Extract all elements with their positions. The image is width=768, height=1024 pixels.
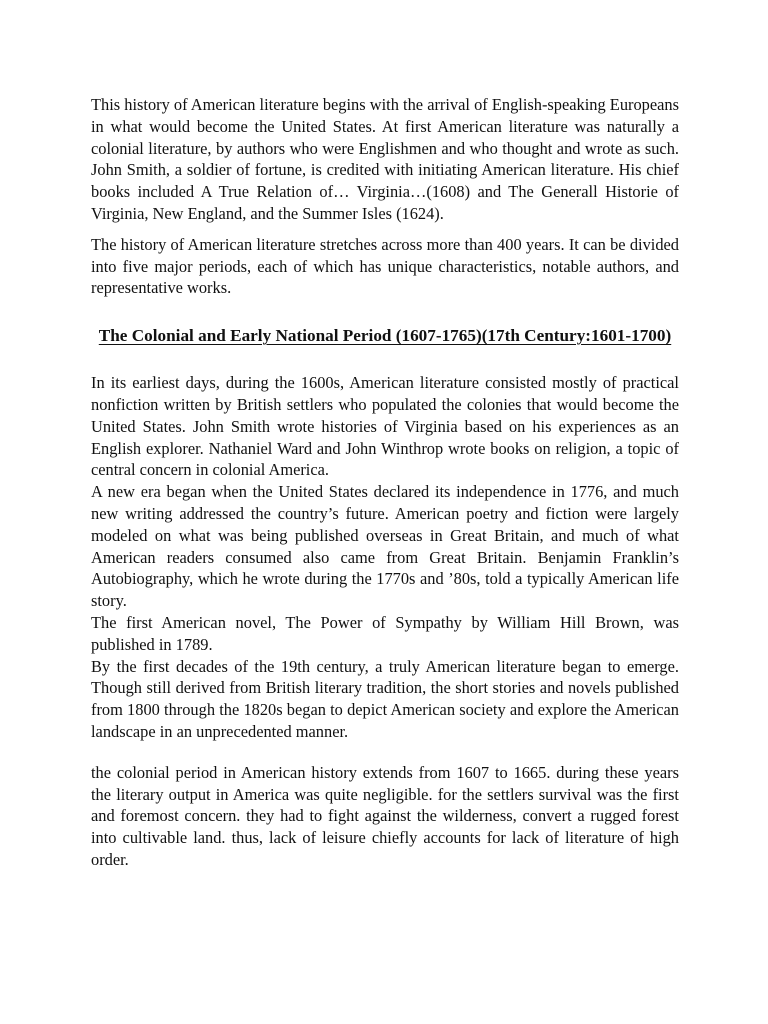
section-heading: The Colonial and Early National Period (1607-1765)(17th Century:1601-1700) bbox=[98, 326, 672, 346]
closing-paragraph: the colonial period in American history extends from 1607 to 1665. during these years the literary output in America was quite negligible. for the settlers survival was the first and foremost concern. they had to fight against the wilderness, convert a rugged forest into cultivable land. thus, lack of leisure chiefly accounts for lack of literature of high order. bbox=[91, 762, 679, 869]
section-paragraph-2: A new era began when the United States declared its independence in 1776, and much new writing addressed the country’s future. American poetry and fiction were largely modeled on what was being published overseas in Great Britain, and much of what American readers consumed also came from Great Britain. Benjamin Franklin’s Autobiography, which he wrote during the 1770s and ’80s, told a typically American life story. bbox=[91, 482, 679, 611]
heading-spacer bbox=[91, 352, 679, 372]
section-paragraph-4: By the first decades of the 19th century, a truly American literature began to emerge. Though still derived from British literary tradition, the short stories and novels published from 1800 through the 1820s began to depict American society and explore the American landscape in an unprecedented manner. bbox=[91, 656, 679, 741]
paragraph-spacer bbox=[91, 225, 679, 234]
document-page bbox=[91, 94, 679, 871]
section-paragraph-3: The first American novel, The Power of Sympathy by William Hill Brown, was published in 1789. bbox=[91, 612, 679, 654]
intro-paragraph-2: The history of American literature stretches across more than 400 years. It can be divided into five major periods, each of which has unique characteristics, notable authors, and representative works. bbox=[91, 234, 679, 298]
section-paragraph-1: In its earliest days, during the 1600s, American literature consisted mostly of practical nonfiction written by British settlers who populated the colonies that would become the United States. John Smith wrote histories of Virginia based on his experiences as an English explorer. Nathaniel Ward and John Winthrop wrote books on religion, a topic of central concern in colonial America. bbox=[91, 373, 679, 480]
paragraph-spacer bbox=[91, 743, 679, 762]
intro-paragraph-1: This history of American literature begins with the arrival of English-speaking Europeans in what would become the United States. At first American literature was naturally a colonial literature, by authors who were Englishmen and who thought and wrote as such. John Smith, a soldier of fortune, is credited with initiating American literature. His chief books included A True Relation of… Virginia…(1608) and The Generall Historie of Virginia, New England, and the Summer Isles (1624). bbox=[91, 95, 679, 223]
